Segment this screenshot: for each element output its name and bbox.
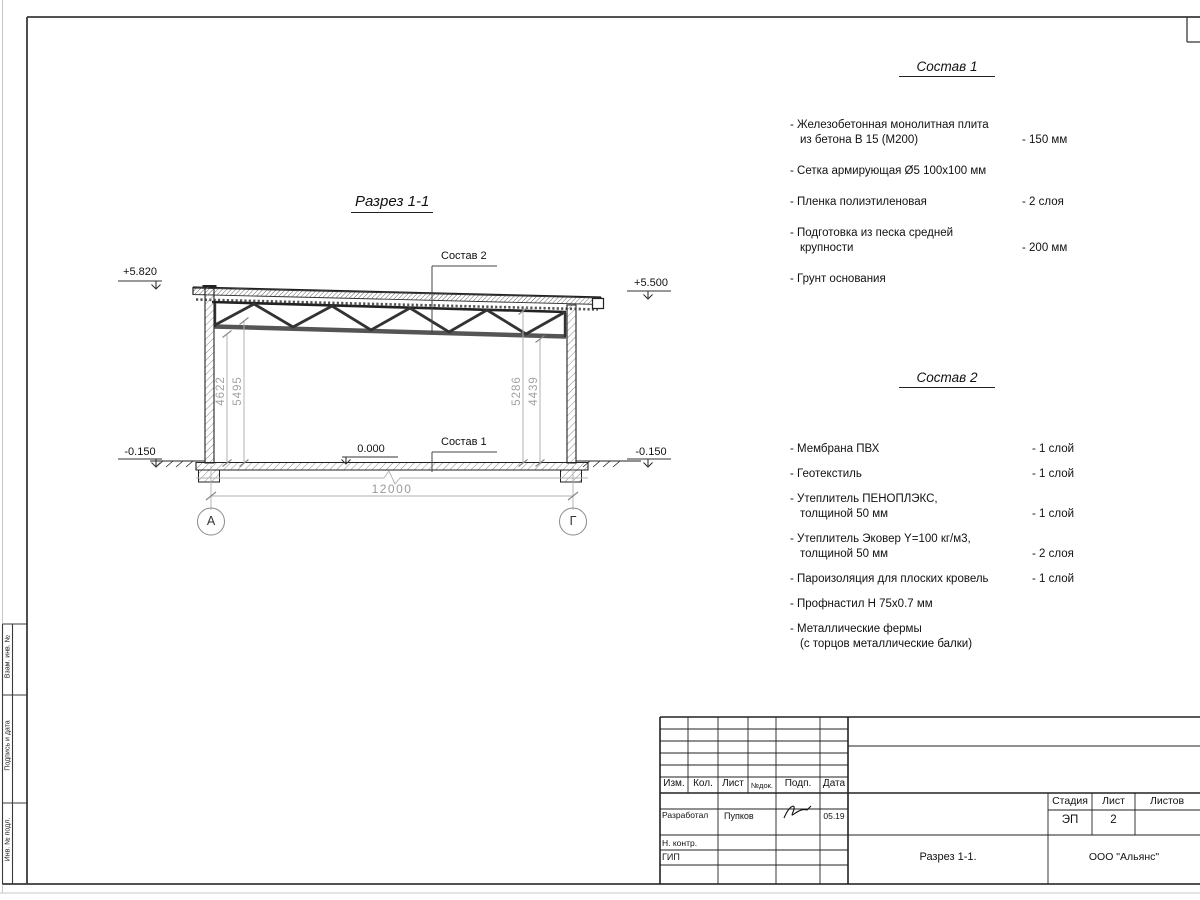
- side-stamp-vzam: Взам. инв. №: [4, 634, 11, 679]
- composition-item-value: - 1 слой: [1032, 468, 1075, 480]
- elevation-top-left: +5.820: [123, 266, 157, 278]
- composition-item-name: - Подготовка из песка средней крупности: [790, 227, 954, 254]
- tb-col-izm: Изм.: [663, 778, 685, 789]
- composition-item-value: - 150 мм: [1022, 134, 1068, 146]
- composition-item-name: - Сетка армирующая Ø5 100х100 мм: [790, 165, 987, 177]
- tb-developer-date: 05.19: [823, 811, 845, 821]
- tb-company: ООО "Альянс": [1088, 851, 1160, 863]
- composition-item-value: - 200 мм: [1022, 242, 1068, 254]
- callout-sostav1: Состав 1: [441, 436, 487, 448]
- corner-stamp-cell: [1187, 17, 1200, 42]
- callout-sostav2: Состав 2: [441, 250, 487, 262]
- composition-item-name: - Геотекстиль: [790, 468, 862, 480]
- composition-item-name: - Пароизоляция для плоских кровель: [790, 573, 989, 585]
- span-dimension-lines: [196, 466, 588, 535]
- composition-item-value: - 2 слоя: [1022, 196, 1064, 208]
- drawing-title: Разрез 1-1: [351, 193, 433, 213]
- composition1-list: [790, 118, 1120, 303]
- tb-col-list: Лист: [722, 778, 744, 789]
- composition-item: [790, 572, 1120, 587]
- developer-signature: [784, 806, 811, 818]
- composition-item: [790, 622, 1120, 652]
- grid-bubble-a: А: [206, 514, 216, 528]
- elevation-bottom-right: -0.150: [635, 446, 667, 458]
- composition-item-name: - Пленка полиэтиленовая: [790, 196, 927, 208]
- composition-item-name: - Металлические фермы (с торцов металлические балки): [790, 623, 973, 650]
- composition-item-name: - Грунт основания: [790, 273, 886, 285]
- composition-item-name: - Железобетонная монолитная плита из бетона В 15 (М200): [790, 119, 989, 146]
- composition-item: [790, 467, 1120, 482]
- tb-stage-label: Стадия: [1052, 795, 1088, 807]
- composition-item: [790, 492, 1120, 522]
- tb-gip-role: ГИП: [662, 852, 680, 862]
- composition-item-name: - Утеплитель ПЕНОПЛЭКС, толщиной 50 мм: [790, 493, 938, 520]
- dimension-right-inner: 5286: [511, 376, 523, 406]
- composition-item-name: - Утеплитель Эковер Y=100 кг/м3, толщиной 50 мм: [790, 533, 971, 560]
- elevation-zero: 0.000: [357, 443, 385, 455]
- composition-item: [790, 195, 1120, 210]
- composition-item: [790, 226, 1120, 256]
- dimension-span: 12000: [371, 482, 413, 496]
- elevation-top-right: +5.500: [634, 277, 668, 289]
- side-stamp-podpis: Подпись и дата: [4, 720, 11, 771]
- dimension-left-inner: 4622: [215, 376, 227, 406]
- tb-developer-role: Разработал: [662, 810, 709, 820]
- composition-item-name: - Мембрана ПВХ: [790, 443, 880, 455]
- composition-item: [790, 442, 1120, 457]
- tb-col-data: Дата: [822, 778, 846, 789]
- composition-item: [790, 164, 1120, 179]
- composition1-title: Состав 1: [899, 59, 995, 77]
- composition2-list: [790, 442, 1120, 662]
- composition-item-value: - 1 слой: [1032, 573, 1075, 585]
- side-stamp-inv: Инв. № подл.: [4, 817, 11, 862]
- tb-sheet-label: Лист: [1102, 795, 1125, 807]
- composition-item-value: - 2 слоя: [1032, 548, 1074, 560]
- tb-ncontrol-role: Н. контр.: [662, 838, 698, 848]
- tb-developer-name: Пупков: [724, 811, 754, 821]
- tb-doc-title: Разрез 1-1.: [919, 851, 977, 863]
- composition-item: [790, 532, 1120, 562]
- composition-item-name: - Профнастил Н 75х0.7 мм: [790, 598, 933, 610]
- tb-col-kol: Кол.: [693, 778, 713, 789]
- tb-col-ndok: №док.: [751, 781, 773, 790]
- composition-item-value: - 1 слой: [1032, 443, 1075, 455]
- dimension-right-outer: 4439: [528, 376, 540, 406]
- composition2-title: Состав 2: [899, 370, 995, 388]
- elevation-bottom-left: -0.150: [124, 446, 156, 458]
- composition-item: [790, 597, 1120, 612]
- floor-slab: [196, 463, 588, 483]
- tb-stage-value: ЭП: [1061, 814, 1079, 826]
- dimension-left-outer: 5495: [232, 376, 244, 406]
- tb-col-podp: Подп.: [784, 778, 812, 789]
- grid-bubble-g: Г: [569, 514, 577, 528]
- composition-item-value: - 1 слой: [1032, 508, 1075, 520]
- composition-item: [790, 272, 1120, 287]
- tb-sheets-label: Листов: [1149, 795, 1185, 807]
- tb-sheet-value: 2: [1110, 814, 1117, 826]
- composition-item: [790, 118, 1120, 148]
